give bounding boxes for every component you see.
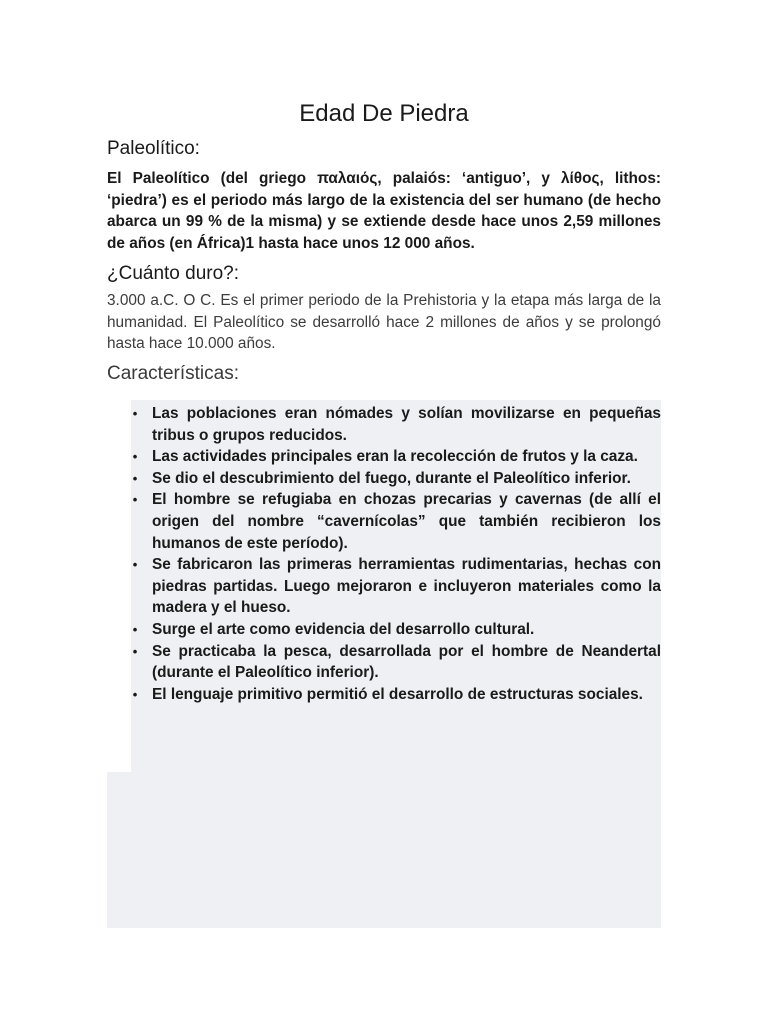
list-item [107,489,661,554]
list-item-text: Las actividades principales eran la recolección de frutos y la caza. [152,448,638,466]
bullet-icon: • [132,449,138,465]
heading-duracion: ¿Cuánto duro?: [107,263,240,284]
list-item-text: Las poblaciones eran nómades y solían movilizarse en pequeñas tribus o grupos reducidos. [152,405,661,444]
list-item-text: El hombre se refugiaba en chozas precarias y cavernas (de allí el origen del nombre “cavernícolas” que también recibieron los humanos de este período). [152,491,661,552]
list-item-text: Surge el arte como evidencia del desarrollo cultural. [152,620,535,638]
bullet-icon: • [132,470,138,486]
heading-caracteristicas: Características: [107,363,239,384]
list-item [107,554,661,619]
list-item [107,684,661,706]
page-title: Edad De Piedra [299,100,469,127]
bullet-icon: • [132,686,138,702]
bullet-icon: • [132,492,138,508]
heading-paleolitico: Paleolítico: [107,138,200,159]
list-item [107,619,661,641]
paragraph-paleolitico: El Paleolítico (del griego παλαιός, palaiós: ‘antiguo’, y λίθος, lithos: ‘piedra’) es el periodo más largo de la existencia del ser humano (de hecho abarca un 99 % de la misma) y se extiende desde hace unos 2,59 millones de años (en África)1 hasta hace unos 12 000 años. [107,170,661,252]
characteristics-list [107,403,661,705]
list-item-text: Se dio el descubrimiento del fuego, durante el Paleolítico inferior. [152,469,631,487]
list-item-text: El lenguaje primitivo permitió el desarrollo de estructuras sociales. [152,685,643,703]
list-item [107,641,661,684]
list-item [107,446,661,468]
list-item-text: Se fabricaron las primeras herramientas rudimentarias, hechas con piedras partidas. Luego mejoraron e incluyeron materiales como la madera y el hueso. [152,556,661,617]
paragraph-duracion: 3.000 a.C. O C. Es el primer periodo de la Prehistoria y la etapa más larga de la humanidad. El Paleolítico se desarrolló hace 2 millones de años y se prolongó hasta hace 10.000 años. [107,292,661,352]
list-item-text: Se practicaba la pesca, desarrollada por el hombre de Neandertal (durante el Paleolítico inferior). [152,642,661,682]
bullet-icon: • [132,557,138,573]
bullet-icon: • [132,643,138,659]
list-item [107,468,661,490]
bullet-icon: • [132,406,138,421]
list-item [107,403,661,446]
bullet-icon: • [132,621,138,637]
